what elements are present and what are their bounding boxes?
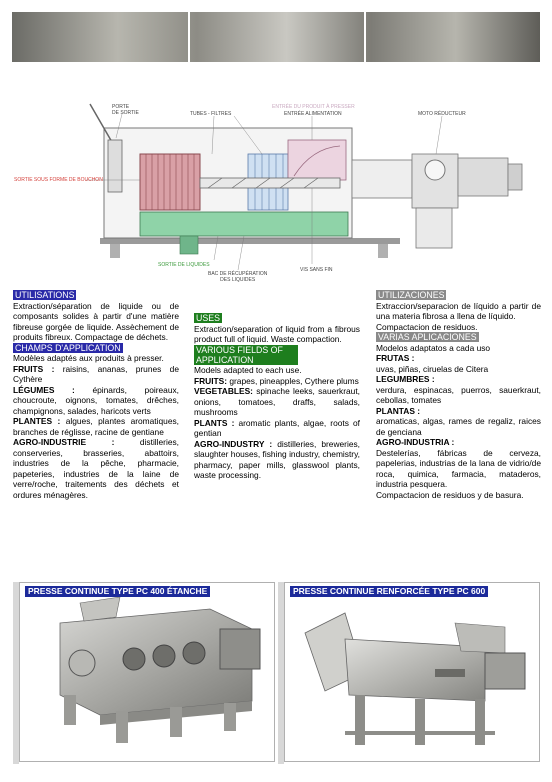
column-english <box>194 313 360 481</box>
column-spanish <box>376 290 541 500</box>
item-plantes-fr <box>13 416 179 437</box>
label-entree-alimentation: ENTRÉE ALIMENTATION <box>284 111 342 117</box>
key-fruits-fr: FRUITS : <box>13 363 55 374</box>
label-tubes-filtres: TUBES - FILTRES <box>190 111 232 117</box>
heading-varias-aplicaciones: VARIAS APLICACIONES <box>378 332 477 342</box>
key-legumbres-es <box>376 374 541 385</box>
key-agro-en: AGRO-INDUSTRY : <box>194 438 273 449</box>
product-title-pc400: PRESSE CONTINUE TYPE PC 400 ÉTANCHE <box>25 586 210 597</box>
key-legumes-fr: LÉGUMES : <box>13 384 75 395</box>
press-schematic <box>12 100 540 290</box>
text-champs: Modèles adaptés aux produits à presser. <box>13 353 164 363</box>
value-plantas-es: aromaticas, algas, rames de regaliz, raices de genciana <box>376 416 541 437</box>
text-uses: Extraction/separation of liquid from a fibrous product full of liquid. Waste compaction. <box>194 323 360 344</box>
label-sortie-bouchon: SORTIE SOUS FORME DE BOUCHON <box>14 177 103 183</box>
value-frutas-es: uvas, piñas, ciruelas de Citera <box>376 363 489 374</box>
item-fruits-en <box>194 376 360 387</box>
text-utilisations: Extraction/séparation de liquide ou de composants solides à partir d'une matière fibreuse gorgée de liquide. Assèchement de produits fibreux. Compactage de déchets. <box>13 300 179 342</box>
item-agro-en <box>194 439 360 481</box>
value-legumes-fr: épinards, poireaux, choucroute, oignons, tomates, drêches, champignons, salades, haricots verts <box>13 384 180 416</box>
item-fruits-fr <box>13 364 179 385</box>
value-fruits-en: grapes, pineapples, Cythere plums <box>227 375 359 386</box>
label-agro-es: AGRO-INDUSTRIA : <box>376 437 455 447</box>
key-plantas-es <box>376 406 541 417</box>
text-fields: Models adapted to each use. <box>194 365 302 375</box>
banner-photo-strip <box>12 12 540 62</box>
press-diagram <box>12 100 540 290</box>
value-agro-es: Destelerías, fábricas de cerveza, papelerias, industrias de la lana de vidrio/de roca, quimica, farmacia, mataderos, industria pesquera. <box>376 447 541 489</box>
label-entree-produit: ENTRÉE DU PRODUIT À PRESSER <box>272 104 355 110</box>
item-legumes-fr <box>13 385 179 417</box>
banner-divider <box>364 12 366 62</box>
item-agro-fr <box>13 437 179 500</box>
label-sortie-liquides: SORTIE DE LIQUIDES <box>158 262 210 268</box>
photo-pc400 <box>20 583 274 761</box>
key-fruits-en: FRUITS: <box>194 375 228 386</box>
column-french <box>13 290 179 500</box>
label-vis-sans-fin: VIS SANS FIN <box>300 267 333 273</box>
value-fruits-fr: raisins, ananas, prunes de Cythère <box>13 363 179 384</box>
heading-uses: USES <box>196 313 220 323</box>
key-agro-fr: AGRO-INDUSTRIE : <box>13 437 115 447</box>
heading-utilizaciones: UTILIZACIONES <box>378 290 445 300</box>
item-plants-en <box>194 418 360 439</box>
label-porte-de-sortie: PORTE DE SORTIE <box>112 104 139 116</box>
value-vegetables-en: spinache leeks, sauerkraut, onions, tomatoes, draffs, salads, mushrooms <box>194 386 360 417</box>
text-varias: Modelos adaptatos a cada uso <box>376 342 491 353</box>
key-plantes-fr: PLANTES : <box>13 416 61 426</box>
key-plants-en: PLANTS : <box>194 417 235 428</box>
key-frutas-es <box>376 353 541 364</box>
product-box-pc400 <box>19 582 275 762</box>
value-legumbres-es: verdura, espinacas, puerros, sauerkraut, cebollas, tomates <box>376 384 541 405</box>
label-legumbres-es: LEGUMBRES : <box>376 374 435 384</box>
product-box-pc600 <box>284 582 540 762</box>
value-plantes-fr: algues, plantes aromatiques, branches de réglisse, racine de gentiane <box>13 416 179 437</box>
heading-various-fields: VARIOUS FIELDS OF APPLICATION <box>194 345 298 365</box>
heading-champs-application: CHAMPS D'APPLICATION <box>15 342 121 353</box>
key-agro-es <box>376 437 541 448</box>
text-utilizaciones: Extraccion/separacion de líquido a partir de una materia fibrosa a llena de líquido. <box>376 300 541 321</box>
text-compactacion: Compactacion de residuos. <box>376 321 478 332</box>
value-agro-fr: distilleries, conserveries, brasseries, abattoirs, industries de la pêche, pharmacie, papeteries, industries de la laine de verre/roche, traitements des déchets et ordures ménagères. <box>13 437 179 500</box>
value-agro-en: distilleries, breweries, slaughter houses, fishing industry, chemistry, pharmacy, paper mills, glasswool plants, waste processing. <box>194 438 360 480</box>
key-vegetables-en: VEGETABLES: <box>194 386 253 396</box>
product-title-pc600: PRESSE CONTINUE RENFORCÉE TYPE PC 600 <box>290 586 488 597</box>
value-plants-en: aromatic plants, algae, roots of gentian <box>194 417 360 438</box>
label-moto-reducteur: MOTO RÉDUCTEUR <box>418 111 466 117</box>
item-vegetables-en <box>194 386 360 418</box>
label-frutas-es: FRUTAS : <box>376 353 415 363</box>
heading-utilisations: UTILISATIONS <box>15 290 75 300</box>
label-bac-recuperation: BAC DE RÉCUPÉRATION DES LIQUIDES <box>208 271 268 283</box>
banner-divider <box>188 12 190 62</box>
photo-pc600 <box>285 583 539 761</box>
text-compactacion-basura: Compactacion de residuos y de basura. <box>376 489 524 500</box>
label-plantas-es: PLANTAS : <box>376 405 421 416</box>
